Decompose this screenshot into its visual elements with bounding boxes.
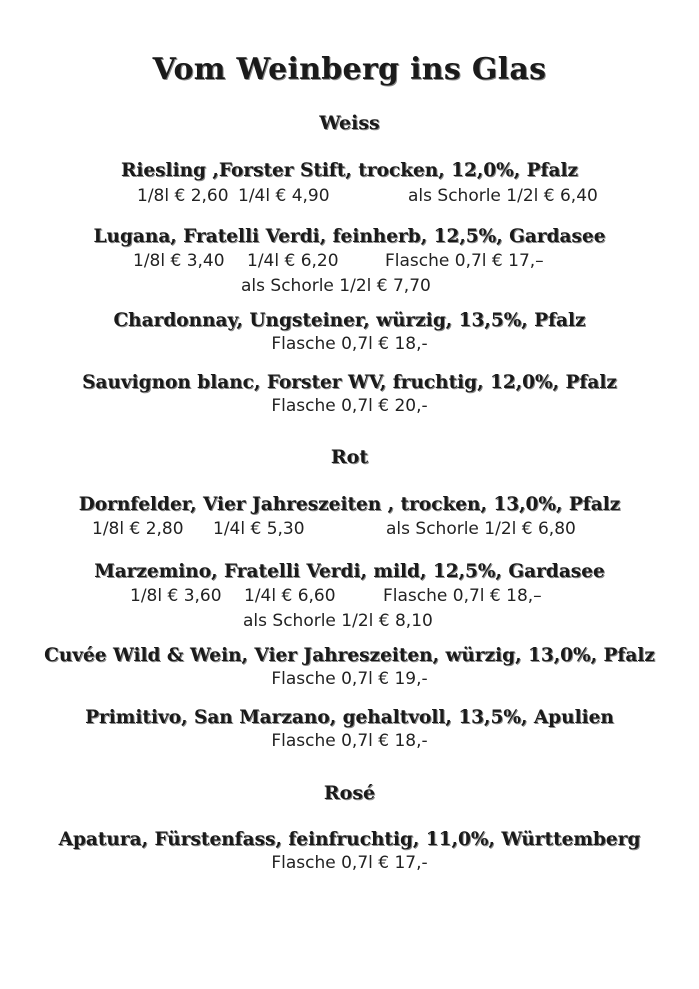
- price-lugana-glass-large: 1/4l € 6,20: [247, 251, 339, 271]
- price-lugana-bottle: Flasche 0,7l € 17,–: [385, 251, 544, 271]
- price-dornfelder-glass-small: 1/8l € 2,80: [92, 519, 184, 539]
- price-marzemino-glass-small: 1/8l € 3,60: [130, 586, 222, 606]
- wine-name-marzemino: Marzemino, Fratelli Verdi, mild, 12,5%, Gardasee: [94, 561, 605, 582]
- section-heading-rose: Rosé: [323, 782, 376, 804]
- price-marzemino-glass-large: 1/4l € 6,60: [244, 586, 336, 606]
- wine-name-sauvignon-blanc: Sauvignon blanc, Forster WV, fruchtig, 12,0%, Pfalz: [82, 372, 617, 393]
- price-riesling-glass-large: 1/4l € 4,90: [238, 186, 330, 206]
- wine-name-chardonnay: Chardonnay, Ungsteiner, würzig, 13,5%, Pfalz: [113, 310, 586, 331]
- price-primitivo-bottle: Flasche 0,7l € 18,-: [271, 731, 428, 751]
- price-dornfelder-glass-large: 1/4l € 5,30: [213, 519, 305, 539]
- price-apatura-bottle: Flasche 0,7l € 17,-: [271, 853, 428, 873]
- wine-name-lugana: Lugana, Fratelli Verdi, feinherb, 12,5%, Gardasee: [93, 226, 606, 247]
- section-heading-rot: Rot: [330, 446, 369, 468]
- wine-name-cuvee: Cuvée Wild & Wein, Vier Jahreszeiten, würzig, 13,0%, Pfalz: [44, 645, 655, 666]
- wine-name-riesling: Riesling ,Forster Stift, trocken, 12,0%, Pfalz: [120, 160, 579, 181]
- price-lugana-glass-small: 1/8l € 3,40: [133, 251, 225, 271]
- wine-name-primitivo: Primitivo, San Marzano, gehaltvoll, 13,5%, Apulien: [85, 707, 614, 728]
- section-heading-weiss: Weiss: [319, 112, 380, 134]
- price-riesling-glass-small: 1/8l € 2,60: [137, 186, 229, 206]
- price-chardonnay-bottle: Flasche 0,7l € 18,-: [271, 334, 428, 354]
- price-sauvignon-blanc-bottle: Flasche 0,7l € 20,-: [271, 396, 428, 416]
- wine-name-dornfelder: Dornfelder, Vier Jahreszeiten , trocken, 13,0%, Pfalz: [78, 494, 621, 515]
- price-riesling-schorle: als Schorle 1/2l € 6,40: [408, 186, 598, 206]
- price-dornfelder-schorle: als Schorle 1/2l € 6,80: [386, 519, 576, 539]
- wine-name-apatura: Apatura, Fürstenfass, feinfruchtig, 11,0%, Württemberg: [58, 829, 641, 850]
- price-marzemino-schorle: als Schorle 1/2l € 8,10: [243, 611, 433, 631]
- price-marzemino-bottle: Flasche 0,7l € 18,–: [383, 586, 542, 606]
- price-cuvee-bottle: Flasche 0,7l € 19,-: [271, 669, 428, 689]
- price-lugana-schorle: als Schorle 1/2l € 7,70: [241, 276, 431, 296]
- menu-title: Vom Weinberg ins Glas: [152, 52, 547, 87]
